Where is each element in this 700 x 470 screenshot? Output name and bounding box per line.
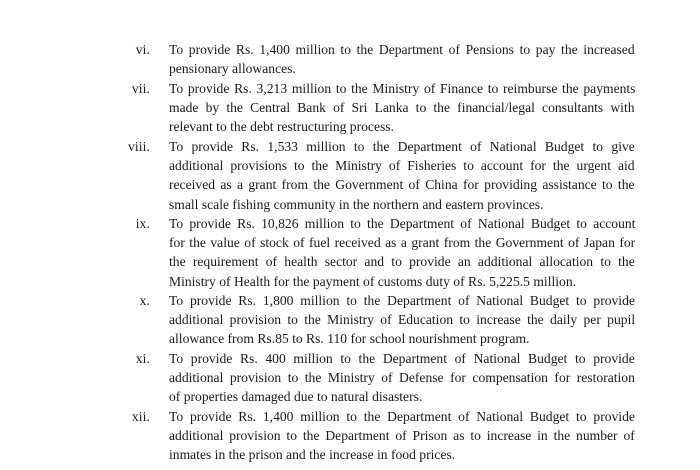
item-number: vi.	[135, 42, 150, 57]
text-line: To provide Rs. 400 million to the Department of National Budget to provide	[169, 351, 635, 366]
item-number: viii.	[127, 139, 150, 154]
text-line: To provide Rs. 1,400 million to the Department of Pensions to pay the increased	[169, 42, 635, 57]
text-line: relevant to the debt restructuring process.	[169, 119, 394, 135]
item-text	[169, 349, 635, 407]
item-text	[169, 291, 635, 349]
item-number: xii.	[131, 409, 150, 424]
item-text	[169, 40, 635, 78]
text-line: received as a grant from the Government of China for providing assistance to the	[169, 177, 635, 193]
text-line: of properties damaged due to natural disasters.	[169, 389, 423, 405]
item-number: ix.	[135, 216, 150, 231]
item-text	[169, 79, 635, 137]
item-number: vii.	[131, 81, 150, 96]
text-line: To provide Rs. 1,400 million to the Department of National Budget to provide	[169, 409, 635, 424]
item-text	[169, 214, 635, 291]
text-line: To provide Rs. 1,533 million to the Department of National Budget to give	[169, 139, 635, 154]
text-line: inmates in the prison and the increase in food prices.	[169, 447, 456, 463]
text-line: allowance from Rs.85 to Rs. 110 for school nourishment program.	[169, 331, 530, 347]
text-line: small scale fishing community in the northern and eastern provinces.	[169, 196, 544, 212]
item-number: xi.	[135, 351, 150, 366]
text-line: additional provision to the Ministry of Education to increase the daily per pupil	[169, 312, 636, 328]
item-text	[169, 137, 635, 214]
text-line: made by the Central Bank of Sri Lanka to the financial/legal consultants with	[169, 100, 635, 116]
text-line: additional provisions to the Ministry of Fisheries to account for the urgent aid	[169, 158, 635, 174]
text-line: pensionary allowances.	[169, 61, 296, 77]
text-line: To provide Rs. 10,826 million to the Department of National Budget to account	[169, 216, 636, 231]
text-line: additional provision to the Department of Prison as to increase in the number of	[169, 428, 635, 444]
text-line: Ministry of Health for the payment of customs duty of Rs. 5,225.5 million.	[169, 273, 577, 289]
text-line: To provide Rs. 3,213 million to the Ministry of Finance to reimburse the payments	[169, 81, 636, 96]
text-line: To provide Rs. 1,800 million to the Department of National Budget to provide	[169, 293, 635, 308]
text-line: for the value of stock of fuel received as a grant from the Government of Japan for	[169, 235, 636, 251]
item-number: x.	[139, 293, 150, 308]
item-text	[169, 407, 635, 465]
text-line: the requirement of health sector and to provide an additional allocation to the	[169, 254, 635, 270]
text-line: additional provision to the Ministry of Defense for compensation for restoration	[169, 370, 635, 386]
